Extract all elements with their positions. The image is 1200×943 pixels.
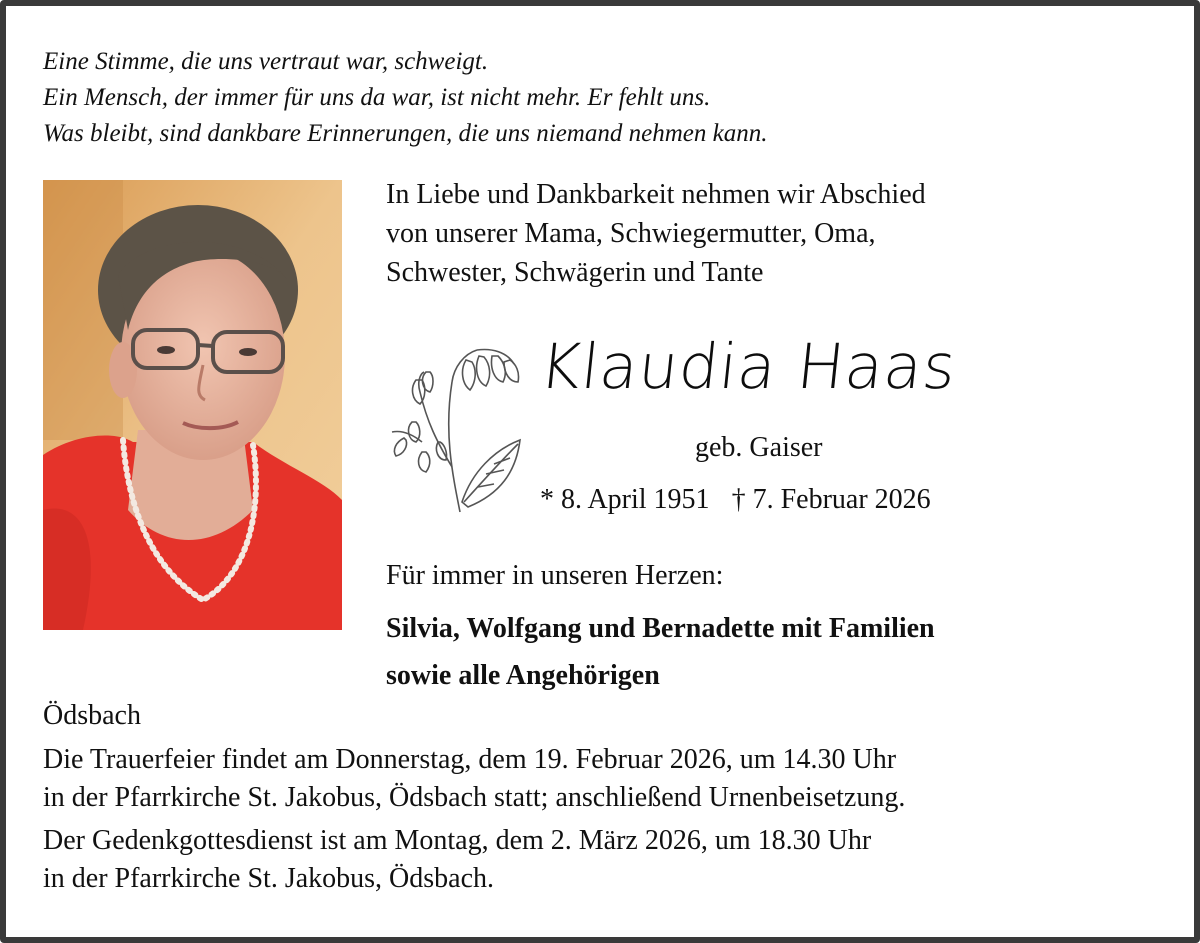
service-line: Die Trauerfeier findet am Donnerstag, dem 19. Februar 2026, um 14.30 Uhr: [43, 744, 897, 775]
poem-line: Eine Stimme, die uns vertraut war, schweigt.: [43, 48, 489, 75]
portrait-photo: [43, 180, 342, 630]
mourners-line: sowie alle Angehörigen: [386, 660, 660, 691]
flower-icon: [382, 342, 524, 517]
intro-line: In Liebe und Dankbarkeit nehmen wir Abschied: [386, 179, 926, 210]
service-line: Der Gedenkgottesdienst ist am Montag, dem 2. März 2026, um 18.30 Uhr: [43, 825, 872, 856]
deceased-name: Klaudia Haas: [536, 330, 961, 403]
birth-date: * 8. April 1951: [540, 484, 710, 515]
life-dates: [540, 484, 953, 516]
mourners-list: [386, 605, 935, 699]
service-line: in der Pfarrkirche St. Jakobus, Ödsbach.: [43, 863, 495, 894]
intro-line: von unserer Mama, Schwiegermutter, Oma,: [386, 218, 876, 249]
poem: [43, 44, 767, 152]
poem-line: Ein Mensch, der immer für uns da war, ist nicht mehr. Er fehlt uns.: [43, 84, 711, 111]
mourners-line: Silvia, Wolfgang und Bernadette mit Familien: [386, 613, 935, 644]
intro-text: [386, 175, 926, 292]
service-line: in der Pfarrkirche St. Jakobus, Ödsbach statt; anschließend Urnenbeisetzung.: [43, 782, 906, 813]
intro-line: Schwester, Schwägerin und Tante: [386, 257, 764, 288]
poem-line: Was bleibt, sind dankbare Erinnerungen, die uns niemand nehmen kann.: [43, 120, 768, 147]
service-info: [43, 741, 905, 898]
birth-name: geb. Gaiser: [695, 432, 823, 463]
place-name: Ödsbach: [43, 700, 141, 731]
mourners-heading: Für immer in unseren Herzen:: [386, 560, 724, 591]
death-date: † 7. Februar 2026: [731, 484, 931, 515]
